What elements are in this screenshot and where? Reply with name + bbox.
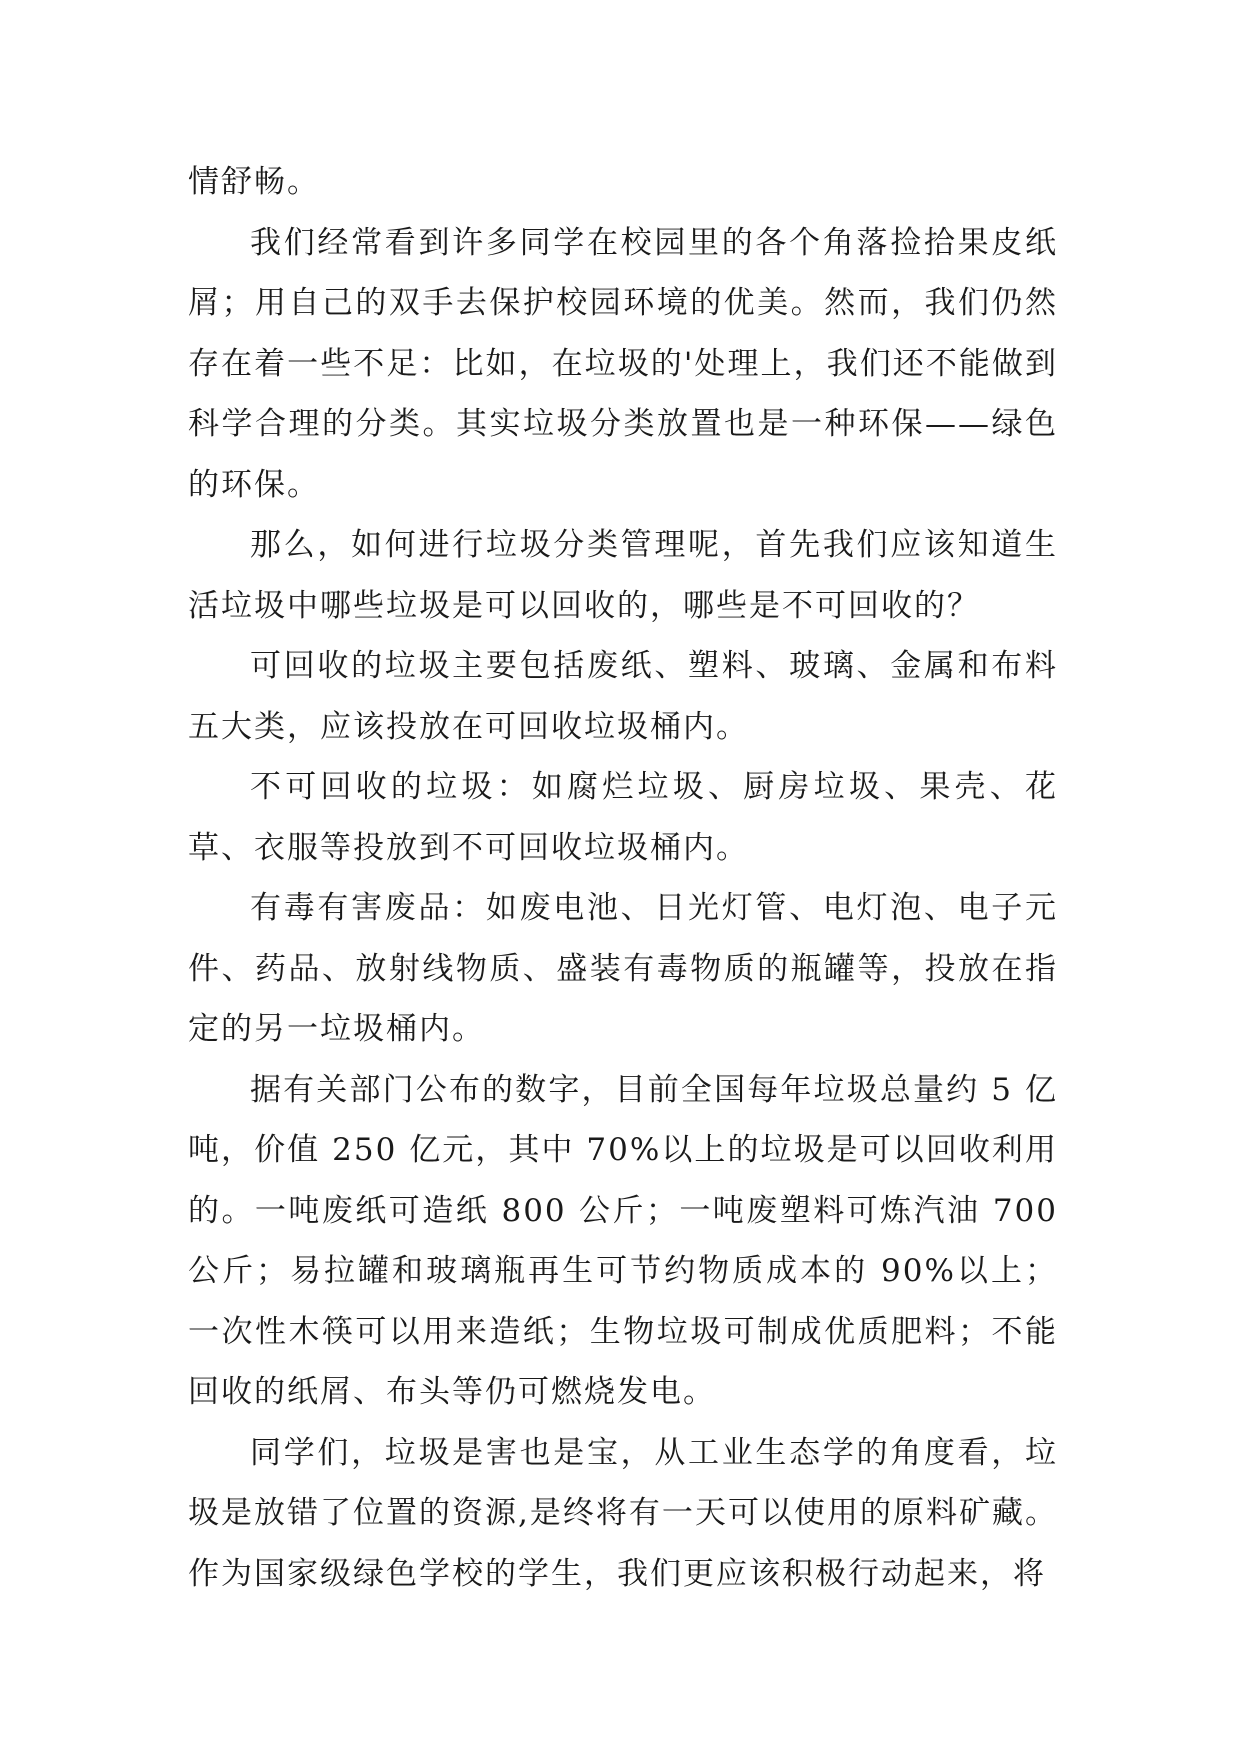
paragraph-continuation: 情舒畅。 bbox=[188, 164, 320, 200]
paragraph-campus-cleaning: 我们经常看到许多同学在校园里的各个角落捡拾果皮纸屑；用自己的双手去保护校园环境的优美。然而，我们仍然存在着一些不足：比如，在垃圾的'处理上，我们还不能做到科学合理的分类。其实垃圾分类放置也是一种环保——绿色的环保。 bbox=[188, 224, 1058, 503]
paragraph-non-recyclable: 不可回收的垃圾：如腐烂垃圾、厨房垃圾、果壳、花草、衣服等投放到不可回收垃圾桶内。 bbox=[188, 769, 1058, 866]
paragraph-statistics: 据有关部门公布的数字，目前全国每年垃圾总量约 5 亿吨，价值 250 亿元，其中 70%以上的垃圾是可以回收利用的。一吨废纸可造纸 800 公斤；一吨废塑料可炼汽油 700 公斤；易拉罐和玻璃瓶再生可节约物质成本的 90%以上；一次性木筷可以用来造纸；生物垃圾可制成优质肥料；不能回收的纸屑、布头等仍可燃烧发电。 bbox=[188, 1071, 1058, 1410]
document-body bbox=[188, 152, 1058, 1604]
paragraph-recyclable: 可回收的垃圾主要包括废纸、塑料、玻璃、金属和布料五大类，应该投放在可回收垃圾桶内。 bbox=[188, 648, 1058, 745]
paragraph-call-to-action: 同学们，垃圾是害也是宝，从工业生态学的角度看，垃圾是放错了位置的资源,是终将有一天可以使用的原料矿藏。作为国家级绿色学校的学生，我们更应该积极行动起来，将 bbox=[188, 1434, 1058, 1592]
paragraph-how-to-sort: 那么，如何进行垃圾分类管理呢，首先我们应该知道生活垃圾中哪些垃圾是可以回收的，哪些是不可回收的？ bbox=[188, 527, 1058, 624]
paragraph-hazardous: 有毒有害废品：如废电池、日光灯管、电灯泡、电子元件、药品、放射线物质、盛装有毒物质的瓶罐等，投放在指定的另一垃圾桶内。 bbox=[188, 890, 1058, 1047]
